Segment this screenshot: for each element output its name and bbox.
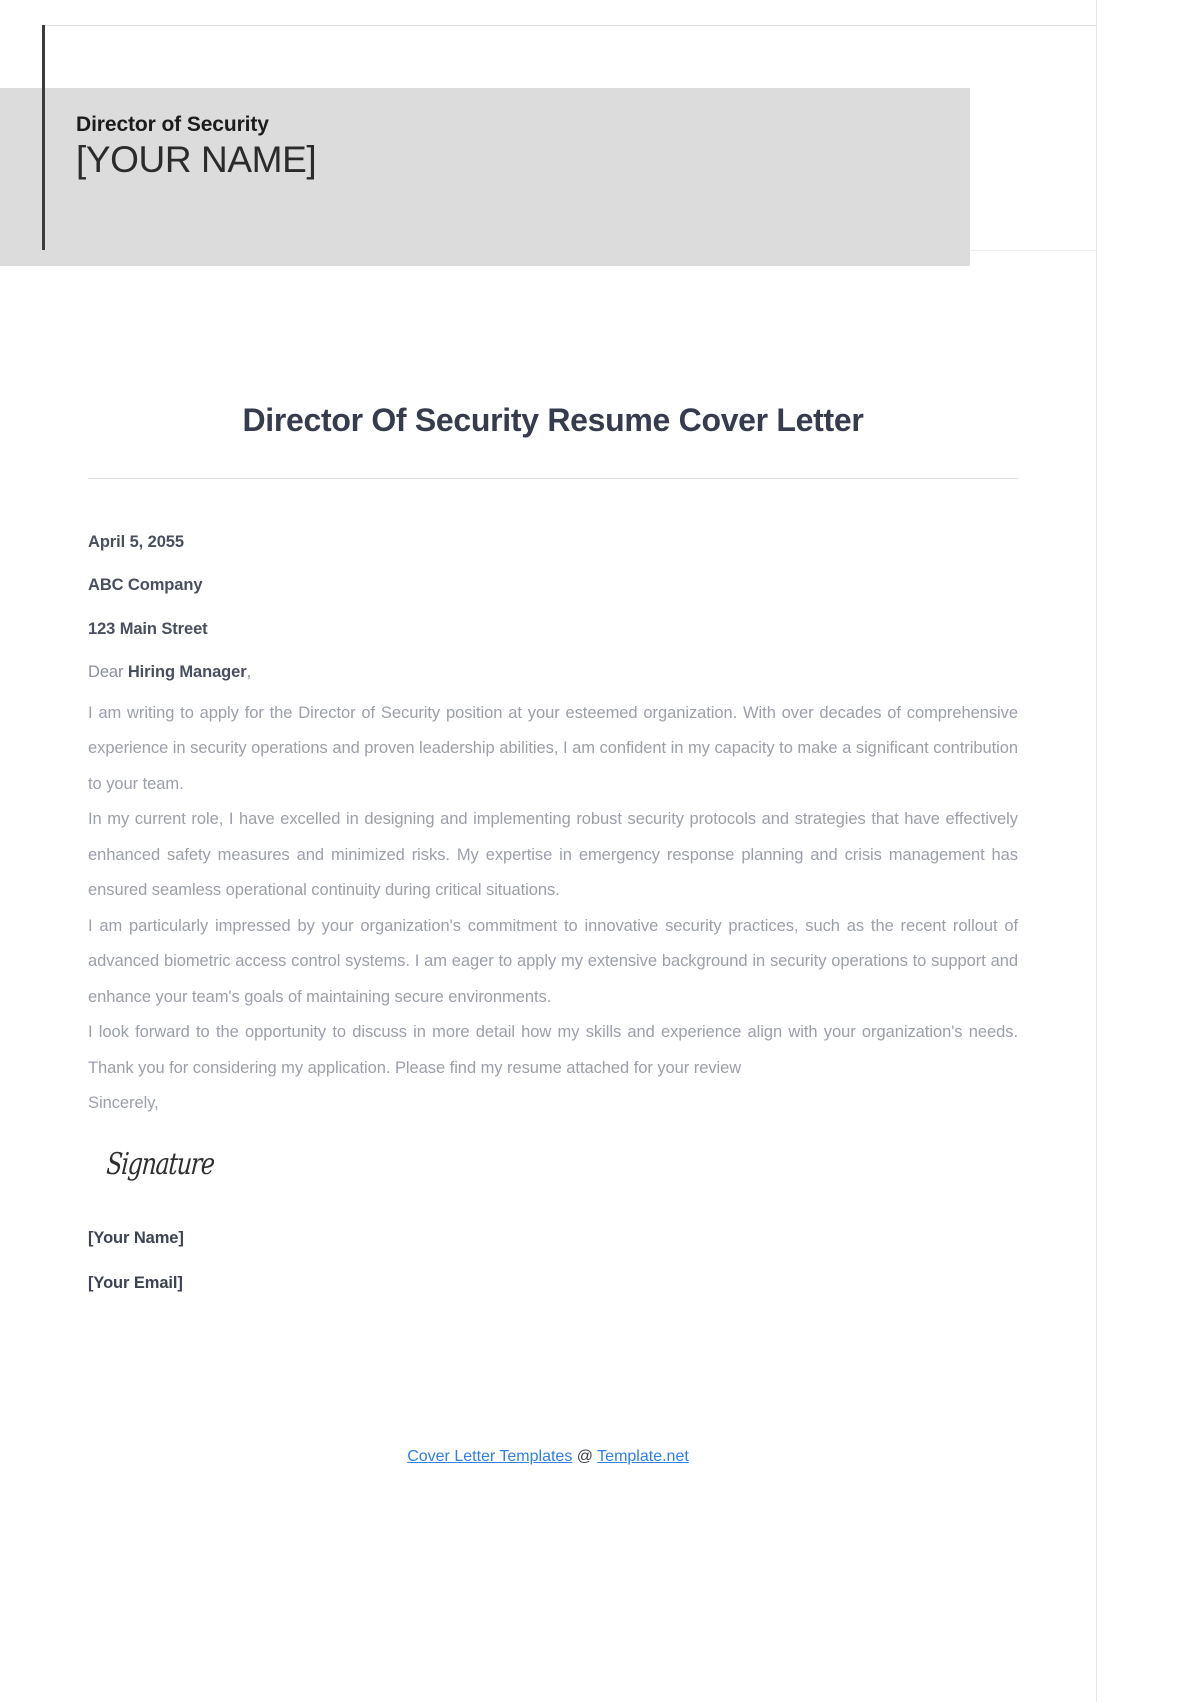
letter-date: April 5, 2055 bbox=[88, 533, 184, 551]
salutation-prefix: Dear bbox=[88, 662, 128, 681]
signoff-email: [Your Email] bbox=[88, 1273, 183, 1292]
signature-mark: Signature bbox=[105, 1146, 216, 1182]
letter-paragraph: I am particularly impressed by your organization's commitment to innovative security practices, such as the recent rollout of advanced biometric access control systems. I am eager to apply my extensive background in security operations to support and enhance your team's goals of maintaining secure environments. bbox=[88, 916, 1018, 1006]
letterhead-name: [YOUR NAME] bbox=[76, 139, 317, 181]
letter-body bbox=[88, 400, 1018, 1318]
title-divider bbox=[88, 478, 1018, 479]
salutation bbox=[88, 661, 1018, 684]
letter-closing: Sincerely, bbox=[88, 1094, 159, 1113]
signoff-name: [Your Name] bbox=[88, 1228, 184, 1247]
salutation-suffix: , bbox=[246, 662, 252, 681]
letter-paragraph: I am writing to apply for the Director of Security position at your esteemed organization. With over decades of comprehensive experience in security operations and proven leadership abilities, I am confident in my capacity to make a significant contribution to your team. bbox=[88, 703, 1018, 793]
page-title: Director Of Security Resume Cover Letter bbox=[242, 402, 864, 438]
template-net-link[interactable]: Template.net bbox=[597, 1448, 689, 1465]
salutation-recipient: Hiring Manager bbox=[127, 662, 247, 681]
footer-separator: @ bbox=[572, 1448, 598, 1465]
recipient-street: 123 Main Street bbox=[88, 619, 208, 638]
letterhead-top-divider bbox=[42, 25, 1200, 26]
signoff-block bbox=[88, 1228, 1018, 1295]
letterhead-vertical-rule bbox=[42, 25, 45, 250]
recipient-company: ABC Company bbox=[88, 576, 203, 595]
letterhead-text-block bbox=[76, 112, 776, 180]
letterhead-role: Director of Security bbox=[76, 113, 269, 136]
sheet-outer-margin bbox=[1097, 0, 1200, 1702]
footer bbox=[0, 1448, 1096, 1466]
letter-paragraph: In my current role, I have excelled in designing and implementing robust security protocols and strategies that have effectively enhanced safety measures and minimized risks. My expertise in emergency response planning and crisis management has ensured seamless operational continuity during critical situations. bbox=[88, 810, 1018, 900]
cover-letter-templates-link[interactable]: Cover Letter Templates bbox=[407, 1448, 573, 1465]
letter-paragraph: I look forward to the opportunity to discuss in more detail how my skills and experience align with your organization's needs. Thank you for considering my application. Please find my resume attached for your review bbox=[88, 1023, 1018, 1077]
